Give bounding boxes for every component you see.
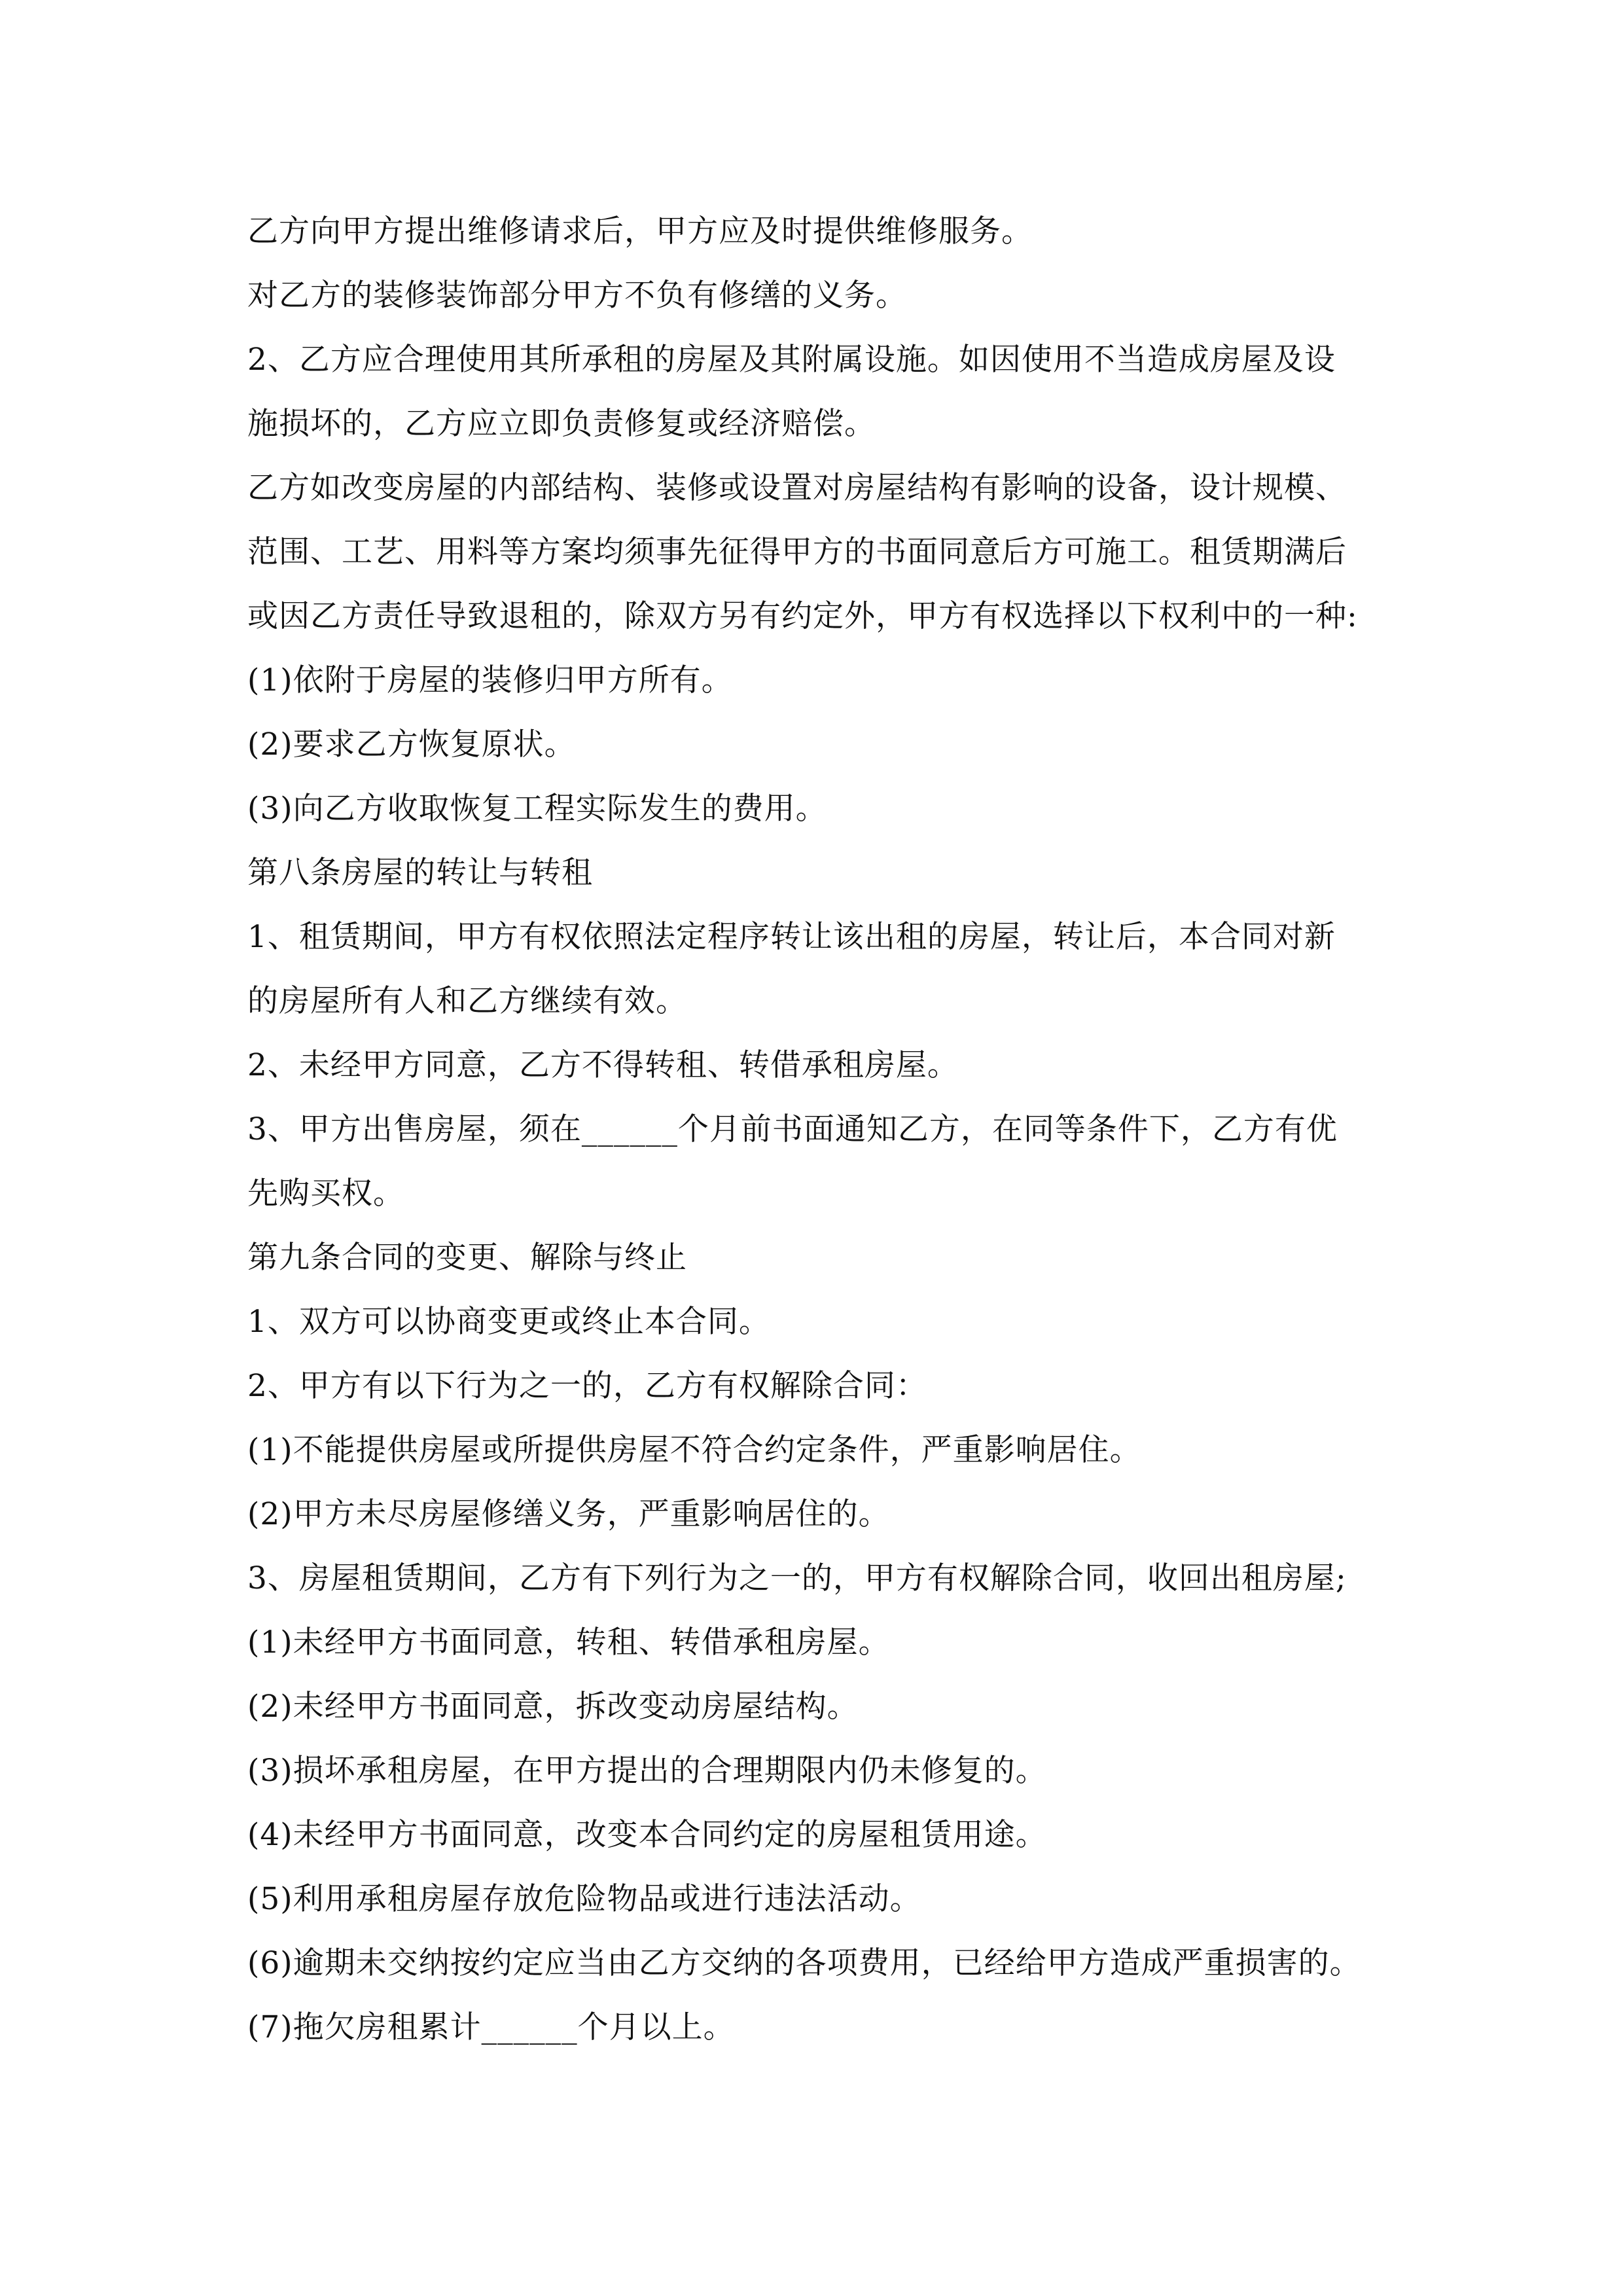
list-item: (1)依附于房屋的装修归甲方所有。 (247, 662, 733, 698)
text-line: 施损坏的，乙方应立即负责修复或经济赔偿。 (247, 406, 876, 442)
text-line: 3、甲方出售房屋，须在______个月前书面通知乙方，在同等条件下，乙方有优 (247, 1111, 1338, 1147)
text-line: 2、未经甲方同意，乙方不得转租、转借承租房屋。 (247, 1047, 959, 1083)
text-line: 乙方向甲方提出维修请求后，甲方应及时提供维修服务。 (247, 213, 1033, 249)
text-line: 先购买权。 (247, 1175, 404, 1211)
list-item: (1)未经甲方书面同意，转租、转借承租房屋。 (247, 1624, 890, 1660)
list-item: (6)逾期未交纳按约定应当由乙方交纳的各项费用，已经给甲方造成严重损害的。 (247, 1945, 1361, 1981)
text-line: 1、租赁期间，甲方有权依照法定程序转让该出租的房屋，转让后，本合同对新 (247, 919, 1336, 955)
list-item: (2)甲方未尽房屋修缮义务，严重影响居住的。 (247, 1496, 890, 1532)
list-item: (2)未经甲方书面同意，拆改变动房屋结构。 (247, 1689, 859, 1725)
list-item: (1)不能提供房屋或所提供房屋不符合约定条件，严重影响居住。 (247, 1432, 1141, 1468)
list-item: (7)拖欠房租累计______个月以上。 (247, 2009, 735, 2045)
section-heading: 第八条房屋的转让与转租 (247, 855, 593, 891)
section-heading: 第九条合同的变更、解除与终止 (247, 1240, 687, 1276)
text-line: 或因乙方责任导致退租的，除双方另有约定外，甲方有权选择以下权利中的一种: (247, 598, 1358, 634)
list-item: (2)要求乙方恢复原状。 (247, 726, 576, 762)
text-line: 2、乙方应合理使用其所承租的房屋及其附属设施。如因使用不当造成房屋及设 (247, 342, 1336, 378)
list-item: (4)未经甲方书面同意，改变本合同约定的房屋租赁用途。 (247, 1817, 1047, 1853)
text-line: 乙方如改变房屋的内部结构、装修或设置对房屋结构有影响的设备，设计规模、 (247, 470, 1347, 506)
text-line: 3、房屋租赁期间，乙方有下列行为之一的，甲方有权解除合同，收回出租房屋; (247, 1560, 1347, 1596)
text-line: 的房屋所有人和乙方继续有效。 (247, 983, 687, 1019)
text-line: 1、双方可以协商变更或终止本合同。 (247, 1304, 770, 1340)
text-line: 2、甲方有以下行为之一的，乙方有权解除合同： (247, 1368, 927, 1404)
list-item: (3)向乙方收取恢复工程实际发生的费用。 (247, 791, 827, 827)
list-item: (5)利用承租房屋存放危险物品或进行违法活动。 (247, 1881, 921, 1917)
text-line: 范围、工艺、用料等方案均须事先征得甲方的书面同意后方可施工。租赁期满后 (247, 534, 1347, 570)
document-body (247, 200, 1386, 2060)
text-line: 对乙方的装修装饰部分甲方不负有修缮的义务。 (247, 278, 907, 314)
list-item: (3)损坏承租房屋，在甲方提出的合理期限内仍未修复的。 (247, 1753, 1047, 1789)
